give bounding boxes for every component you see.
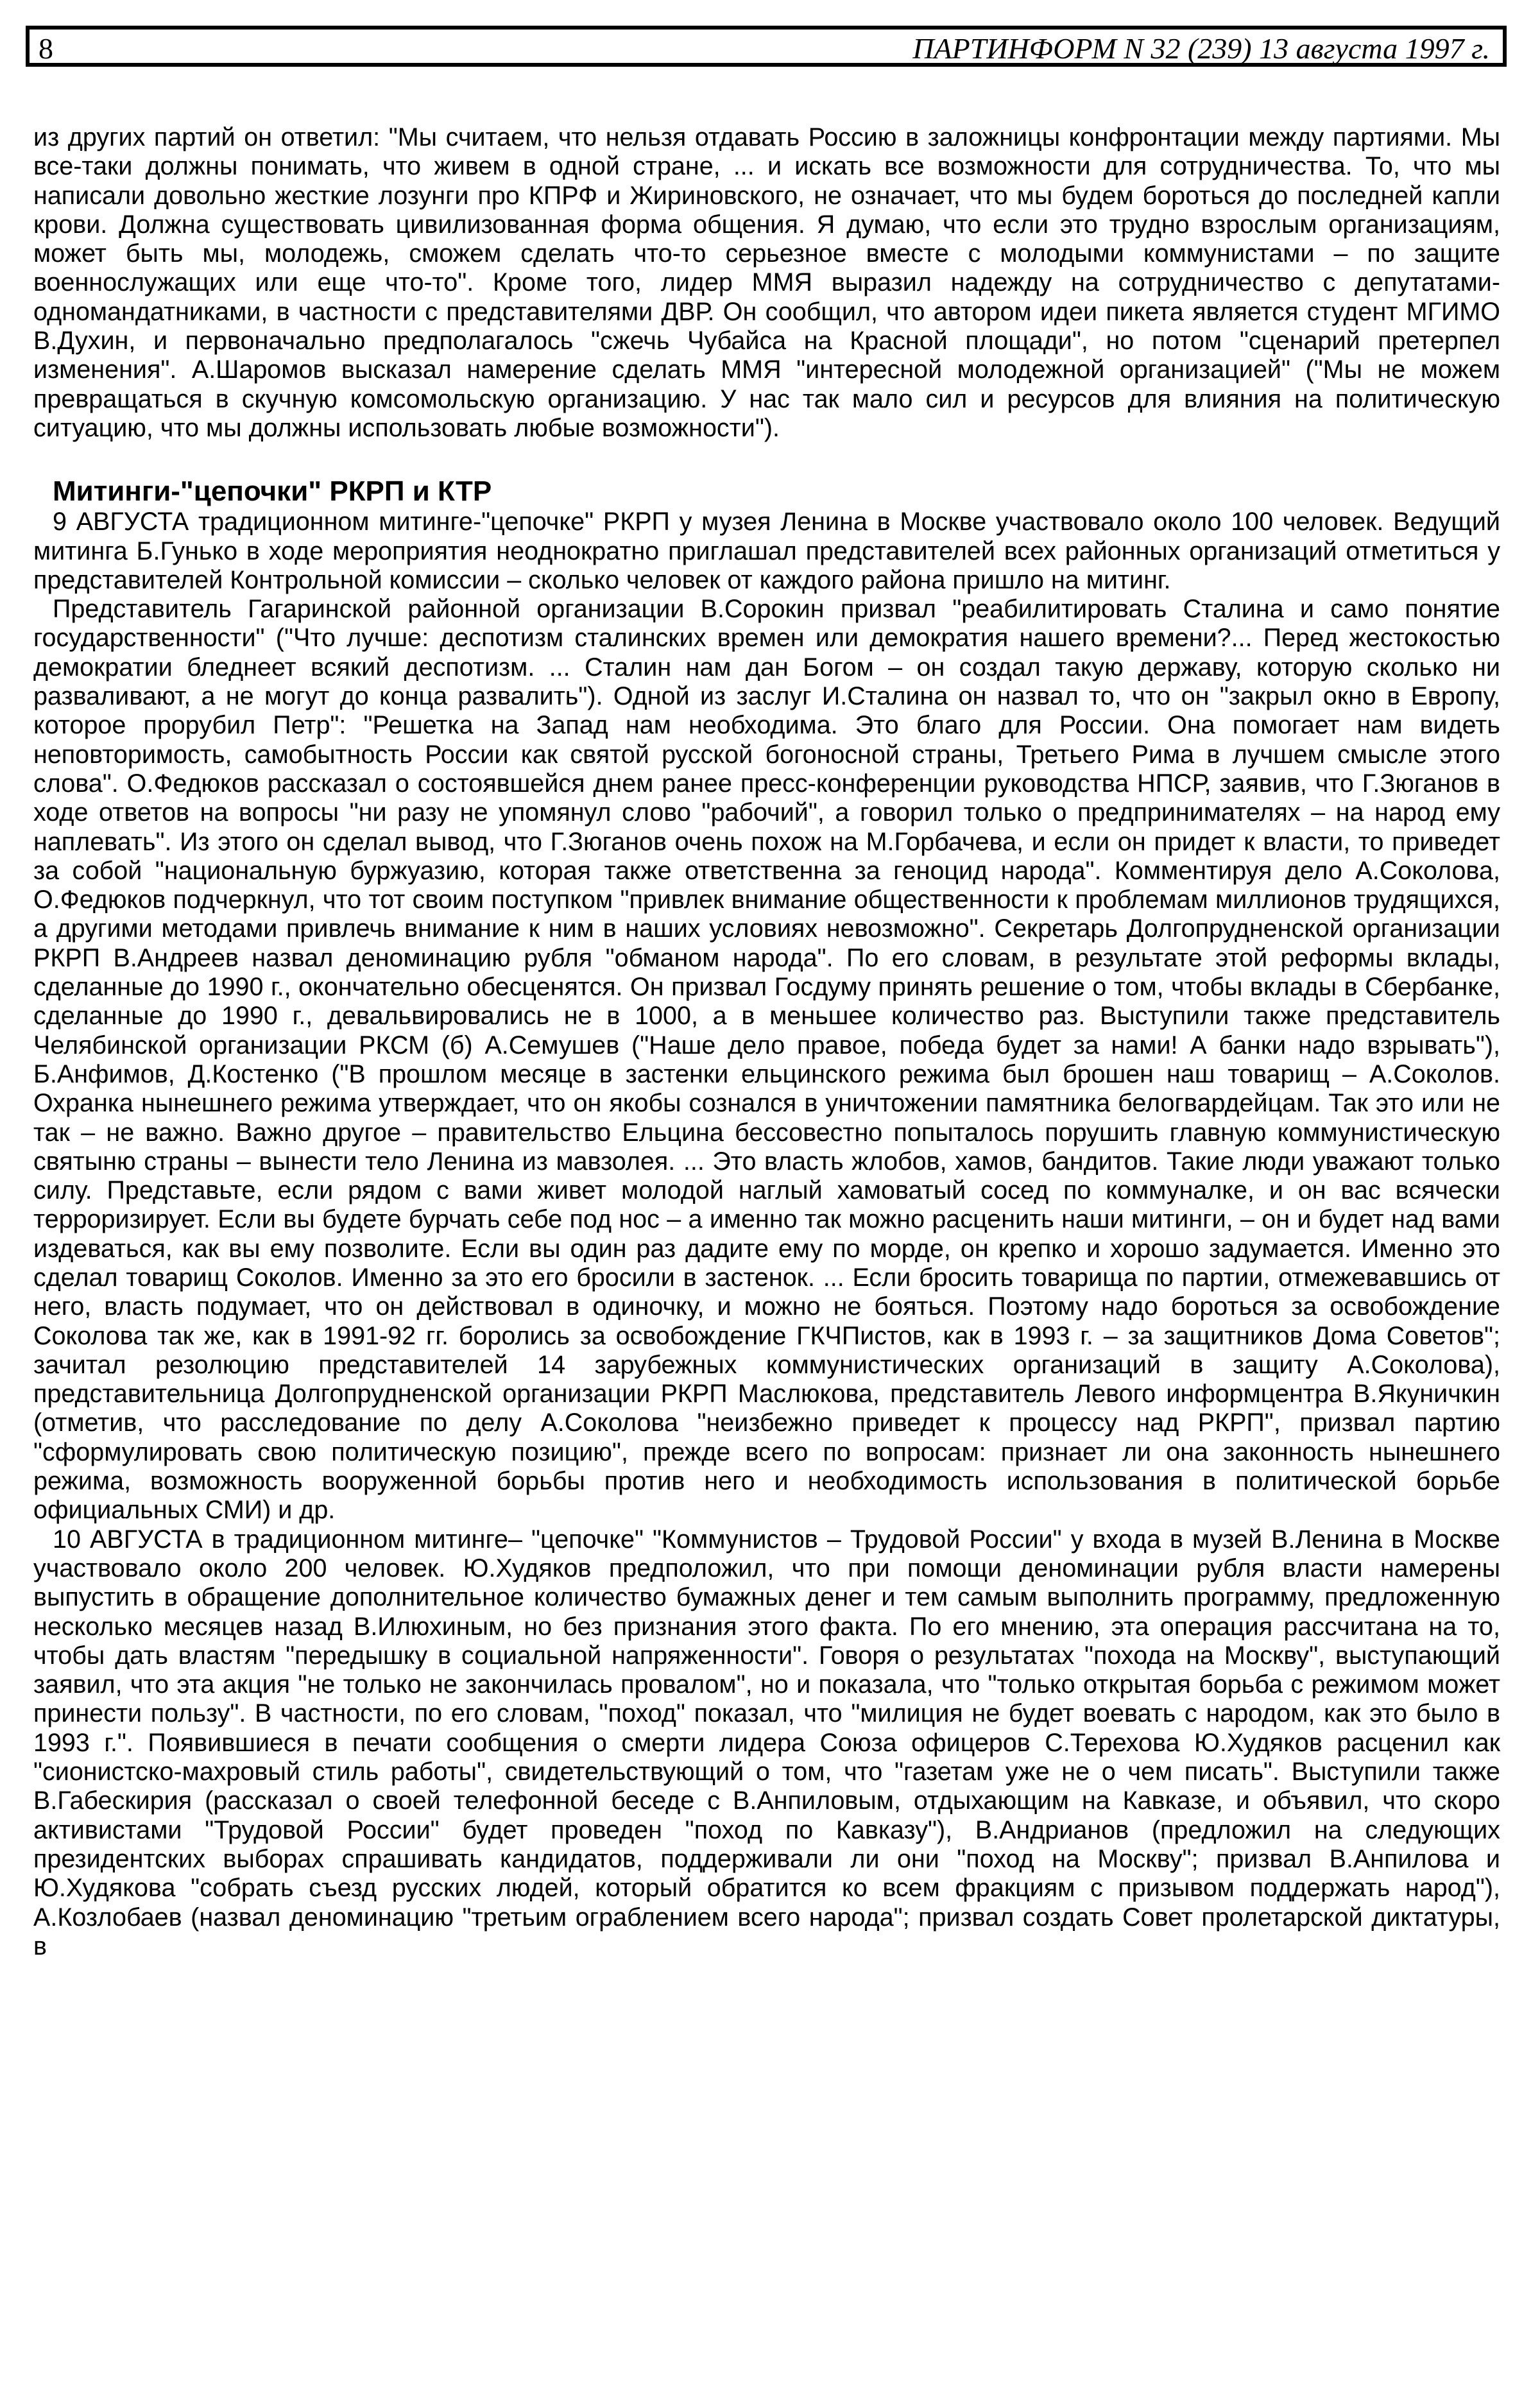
page-header (26, 26, 1507, 67)
masthead: ПАРТИНФОРМ N 32 (239) 13 августа 1997 г. (912, 32, 1490, 65)
paragraph-aug-9: 9 АВГУСТА традиционном митинге-"цепочке" РКРП у музея Ленина в Москве участвовало около 100 человек. Ведущий митинга Б.Гунько в ходе мероприятия неоднократно приглашал представителей всех районных организаций отметиться у представителей Контрольной комиссии – сколько человек от каждого района пришло на митинг. (33, 508, 1500, 594)
paragraph-gagarin-speech: Представитель Гагаринской районной организации В.Сорокин призвал "реабилитировать Сталина и само понятие государственности" ("Что лучше: деспотизм сталинских времен или демократия нашего времени?... Перед жестокостью демократии бледнеет всякий деспотизм. ... Сталин нам дан Богом – он создал такую державу, которую сколько ни разваливают, а не могут до конца развалить"). Одной из заслуг И.Сталина он назвал то, что он "закрыл окно в Европу, которое прорубил Петр": "Решетка на Запад нам необходима. Это благо для России. Она помогает нам видеть неповторимость, самобытность России как святой русской богоносной страны, Третьего Рима в лучшем смысле этого слова". О.Федюков рассказал о состоявшейся днем ранее пресс-конференции руководства НПСР, заявив, что Г.Зюганов в ходе ответов на вопросы "ни разу не упомянул слово "рабочий", а говорил только о предпринимателях – на народ ему наплевать". Из этого он сделал вывод, что Г.Зюганов очень похож на М.Горбачева, и если он придет к власти, то приведет за собой "национальную буржуазию, которая также ответственна за геноцид народа". Комментируя дело А.Соколова, О.Федюков подчеркнул, что тот своим поступком "привлек внимание общественности к проблемам миллионов трудящихся, а другими методами привлечь внимание к ним в наших условиях невозможно". Секретарь Долгопрудненской организации РКРП В.Андреев назвал деноминацию рубля "обманом народа". По его словам, в результате этой реформы вклады, сделанные до 1990 г., окончательно обесценятся. Он призвал Госдуму принять решение о том, чтобы вклады в Сбербанке, сделанные до 1990 г., девальвировались не в 1000, а в меньшее количество раз. Выступили также представитель Челябинской организации РКСМ (б) А.Семушев ("Наше дело правое, победа будет за нами! А банки надо взрывать"), Б.Анфимов, Д.Костенко ("В прошлом месяце в застенки ельцинского режима был брошен наш товарищ – А.Соколов. Охранка нынешнего режима утверждает, что он якобы сознался в уничтожении памятника белогвардейцам. Так это или не так – не важно. Важно другое – правительство Ельцина бессовестно попыталось порушить главную коммунистическую святыню страны – вынести тело Ленина из мавзолея. ... Это власть жлобов, хамов, бандитов. Такие люди уважают только силу. Представьте, если рядом с вами живет молодой наглый хамоватый сосед по коммуналке, и он вас всячески терроризирует. Если вы будете бурчать себе под нос – а именно так можно расценить наши митинги, – он и будет над вами издеваться, как вы ему позволите. Если вы один раз дадите ему по морде, он крепко и хорошо задумается. Именно это сделал товарищ Соколов. Именно за это его бросили в застенок. ... Если бросить товарища по партии, отмежевавшись от него, власть подумает, что он действовал в одиночку, и можно не бояться. Поэтому надо бороться за освобождение Соколова так же, как в 1991-92 гг. боролись за освобождение ГКЧПистов, как в 1993 г. – за защитников Дома Советов"; зачитал резолюцию представителей 14 зарубежных коммунистических организаций в защиту А.Соколова), представительница Долгопрудненской организации РКРП Маслюкова, представитель Левого информцентра В.Якуничкин (отметив, что расследование по делу А.Соколова "неизбежно приведет к процессу над РКРП", призвал партию "сформулировать свою политическую позицию", прежде всего по вопросам: признает ли она законность нынешнего режима, возможность вооруженной борьбы против него и необходимость использования в политической борьбе официальных СМИ) и др. (33, 595, 1500, 1525)
article-body (33, 123, 1500, 1961)
section-title: Митинги-"цепочки" РКРП и КТР (53, 476, 492, 508)
page-number: 8 (38, 32, 53, 65)
intro-paragraph: из других партий он ответил: "Мы считаем, что нельзя отдавать Россию в заложницы конфронтации между партиями. Мы все-таки должны понимать, что живем в одной стране, ... и искать все возможности для сотрудничества. То, что мы написали довольно жесткие лозунги про КПРФ и Жириновского, не означает, что мы будем бороться до последней капли крови. Должна существовать цивилизованная форма общения. Я думаю, что если это трудно взрослым организациям, может быть мы, молодежь, сможем сделать что-то серьезное вместе с молодыми коммунистами – по защите военнослужащих или еще что-то". Кроме того, лидер ММЯ выразил надежду на сотрудничество с депутатами-одномандатниками, в частности с представителями ДВР. Он сообщил, что автором идеи пикета является студент МГИМО В.Духин, и первоначально предполагалось "сжечь Чубайса на Красной площади", но потом "сценарий претерпел изменения". А.Шаромов высказал намерение сделать ММЯ "интересной молодежной организацией" ("Мы не можем превращаться в скучную комсомольскую организацию. У нас так мало сил и ресурсов для влияния на политическую ситуацию, что мы должны использовать любые возможности"). (33, 123, 1500, 442)
paragraph-aug-10: 10 АВГУСТА в традиционном митинге– "цепочке" "Коммунистов – Трудовой России" у входа в музей В.Ленина в Москве участвовало около 200 человек. Ю.Худяков предположил, что при помощи деноминации рубля власти намерены выпустить в обращение дополнительное количество бумажных денег и тем самым выполнить программу, предложенную несколько месяцев назад В.Илюхиным, но без признания этого факта. По его мнению, эта операция рассчитана на то, чтобы дать властям "передышку в социальной напряженности". Говоря о результатах "похода на Москву", выступающий заявил, что эта акция "не только не закончилась провалом", но и показала, что "только открытая борьба с режимом может принести пользу". В частности, по его словам, "поход" показал, что "милиция не будет воевать с народом, как это было в 1993 г.". Появившиеся в печати сообщения о смерти лидера Союза офицеров С.Терехова Ю.Худяков расценил как "сионистско-махровый стиль работы", свидетельствующий о том, что "газетам уже не о чем писать". Выступили также В.Габескирия (рассказал о своей телефонной беседе с В.Анпиловым, отдыхающим на Кавказе, и объявил, что скоро активистами "Трудовой России" будет проведен "поход по Кавказу"), В.Андрианов (предложил на следующих президентских выборах спрашивать кандидатов, поддерживали ли они "поход на Москву"; призвал В.Анпилова и Ю.Худякова "собрать съезд русских людей, который обратится ко всем фракциям с призывом поддержать народ"), А.Козлобаев (назвал деноминацию "третьим ограблением всего народа"; призвал создать Совет пролетарской диктатуры, в (33, 1525, 1500, 1960)
